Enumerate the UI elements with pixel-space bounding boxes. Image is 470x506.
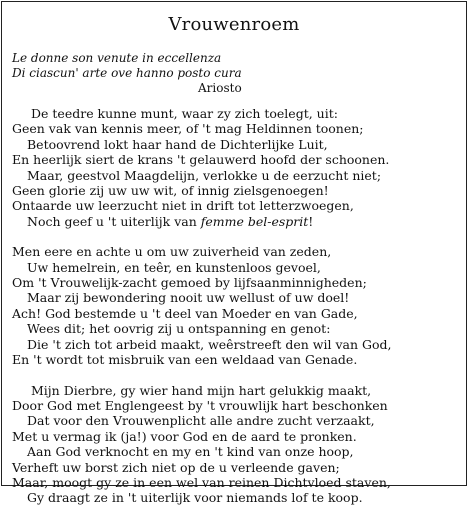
poem-line-text: Gy draagt ze in 't uiterlijk voor niemands lof te koop. <box>27 490 363 506</box>
poem-line-text: Wees dit; het oovrig zij u ontspanning en genot: <box>27 321 331 337</box>
poem-line <box>12 121 458 136</box>
poem-line-text: Maar, geestvol Maagdelijn, verlokke u de eerzucht niet; <box>27 167 382 183</box>
motto-line: Di ciascun' arte ove hanno posto cura <box>12 66 242 80</box>
poem-line-text: Ach! God bestemde u 't deel van Moeder en van Gade, <box>12 305 358 321</box>
poem-line <box>12 168 458 183</box>
poem-line-text: En 't wordt tot misbruik van een weldaad van Genade. <box>12 352 358 368</box>
poem-line-text: Aan God verknocht en my en 't kind van onze hoop, <box>27 444 354 460</box>
poem-line <box>12 214 458 229</box>
poem-line <box>12 244 458 259</box>
poem-line-text: Geen glorie zij uw uw wit, of innig zielsgenoegen! <box>12 183 329 199</box>
poem-line-text: En heerlijk siert de krans 't gelauwerd hoofd der schoonen. <box>12 152 390 168</box>
poem-line-text: Ontaarde uw leerzucht niet in drift tot letterzwoegen, <box>12 198 354 214</box>
poem-line <box>12 413 458 428</box>
stanza <box>12 244 458 367</box>
poem-line-text: Maar, moogt gy ze in een wel van reinen Dichtvloed staven, <box>12 474 391 490</box>
stanza-gap <box>12 229 458 244</box>
poem-line-text: Dat voor den Vrouwenplicht alle andre zucht verzaakt, <box>27 413 375 429</box>
poem-line-text: Betoovrend lokt haar hand de Dichterlijke Luit, <box>27 136 328 152</box>
poem-line-text: Met u vermag ik (ja!) voor God en de aard te pronken. <box>12 428 357 444</box>
motto-attribution: Ariosto <box>198 81 242 95</box>
poem-line <box>12 321 458 336</box>
poem-line <box>12 444 458 459</box>
poem-line-text: Die 't zich tot arbeid maakt, weêrstreeft den wil van God, <box>27 336 392 352</box>
poem-line-text: Noch geef u 't uiterlijk van <box>27 213 201 229</box>
poem-line <box>12 106 458 121</box>
stanza-gap <box>12 368 458 383</box>
poem-line <box>12 475 458 490</box>
poem-title: Vrouwenroem <box>168 14 300 35</box>
stanza <box>12 106 458 229</box>
poem-body <box>12 106 458 506</box>
poem-line-text: Door God met Englengeest by 't vrouwlijk hart beschonken <box>12 397 388 413</box>
poem-line-text: Uw hemelrein, en teêr, en kunstenloos gevoel, <box>27 259 321 275</box>
document-page <box>1 1 467 506</box>
poem-emphasis: femme bel-esprit <box>200 213 309 229</box>
poem-line <box>12 337 458 352</box>
poem-line <box>12 398 458 413</box>
poem-line-text: Mijn Dierbre, gy wier hand mijn hart gelukkig maakt, <box>31 382 372 398</box>
poem-line <box>12 260 458 275</box>
poem-line-end: ! <box>308 213 314 229</box>
motto-line: Le donne son venute in eccellenza <box>12 51 222 65</box>
poem-line <box>12 460 458 475</box>
motto <box>12 51 242 95</box>
poem-line <box>12 137 458 152</box>
poem-line-text: Maar zij bewondering nooit uw wellust of uw doel! <box>27 290 350 306</box>
poem-line <box>12 383 458 398</box>
poem-line <box>12 183 458 198</box>
poem-line-text: Men eere en achte u om uw zuiverheid van zeden, <box>12 244 332 260</box>
poem-line <box>12 198 458 213</box>
poem-line-text: Geen vak van kennis meer, of 't mag Heldinnen toonen; <box>12 121 364 137</box>
poem-line-text: Om 't Vrouwelijk-zacht gemoed by lijfsaanminnigheden; <box>12 275 367 291</box>
poem-line <box>12 352 458 367</box>
poem-line <box>12 152 458 167</box>
poem-line-text: Verheft uw borst zich niet op de u verleende gaven; <box>12 459 340 475</box>
poem-line <box>12 490 458 505</box>
stanza <box>12 383 458 506</box>
poem-line <box>12 275 458 290</box>
poem-line <box>12 306 458 321</box>
poem-line <box>12 429 458 444</box>
poem-line <box>12 290 458 305</box>
poem-line-text: De teedre kunne munt, waar zy zich toelegt, uit: <box>31 106 338 121</box>
